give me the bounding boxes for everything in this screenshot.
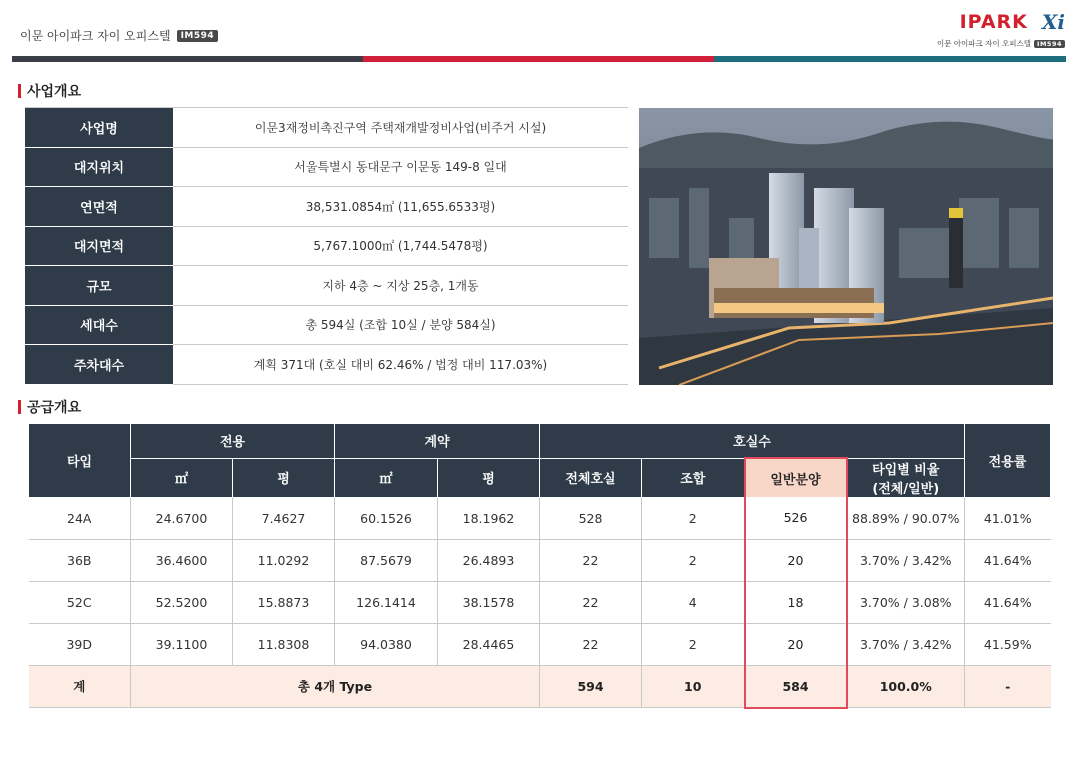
logo-tag: IM594 xyxy=(1034,40,1065,48)
total-cell-label: 계 xyxy=(29,665,131,708)
cell-type: 24A xyxy=(29,497,131,539)
cell-ex-py: 7.4627 xyxy=(233,497,335,539)
cell-union: 2 xyxy=(642,623,745,665)
cell-ct-py: 28.4465 xyxy=(438,623,540,665)
cell-ct-sqm: 126.1414 xyxy=(335,581,438,623)
overview-row xyxy=(25,305,628,345)
cell-use: 41.64% xyxy=(965,539,1051,581)
divider-bar-red xyxy=(363,56,714,62)
cell-ratio: 88.89% / 90.07% xyxy=(847,497,965,539)
page-header xyxy=(0,0,1077,56)
cell-use: 41.01% xyxy=(965,497,1051,539)
overview-value: 이문3재정비촉진구역 주택재개발정비사업(비주거 시설) xyxy=(173,108,628,148)
total-row xyxy=(29,665,1051,708)
header-type-ratio-label: 타입별 비율 xyxy=(872,462,940,478)
cell-ct-sqm: 94.0380 xyxy=(335,623,438,665)
header-exclusive: 전용 xyxy=(131,424,335,459)
cell-ratio: 3.70% / 3.42% xyxy=(847,539,965,581)
table-row xyxy=(29,497,1051,539)
overview-label: 연면적 xyxy=(25,187,173,227)
header-units: 호실수 xyxy=(540,424,965,459)
overview-label: 대지위치 xyxy=(25,147,173,187)
section-marker xyxy=(18,400,21,414)
overview-table xyxy=(25,107,628,385)
cell-ct-py: 18.1962 xyxy=(438,497,540,539)
overview-row xyxy=(25,147,628,187)
overview-row xyxy=(25,187,628,227)
divider-bar-teal xyxy=(714,56,1066,62)
header-ct-pyeong: 평 xyxy=(438,458,540,497)
cell-ex-sqm: 52.5200 xyxy=(131,581,233,623)
overview-row xyxy=(25,108,628,148)
header-ct-sqm: ㎡ xyxy=(335,458,438,497)
overview-value: 지하 4층 ~ 지상 25층, 1개동 xyxy=(173,266,628,306)
logo-subtitle: 이문 아이파크 자이 오피스텔 xyxy=(936,39,1032,48)
cell-general: 526 xyxy=(745,497,847,539)
total-cell-union: 10 xyxy=(642,665,745,708)
section-title-supply xyxy=(18,397,81,417)
header-ex-pyeong: 평 xyxy=(233,458,335,497)
section-marker xyxy=(18,84,21,98)
overview-value: 5,767.1000㎡ (1,744.5478평) xyxy=(173,226,628,266)
cell-type: 52C xyxy=(29,581,131,623)
section-title-text: 사업개요 xyxy=(27,84,82,100)
header-union: 조합 xyxy=(642,458,745,497)
cell-ct-py: 38.1578 xyxy=(438,581,540,623)
cell-general: 20 xyxy=(745,539,847,581)
building-rendering-image xyxy=(639,108,1053,385)
header-tag: IM594 xyxy=(177,30,219,42)
ipark-logo-text: IPARK xyxy=(959,11,1028,33)
cell-total: 22 xyxy=(540,581,642,623)
cell-ex-py: 15.8873 xyxy=(233,581,335,623)
cell-ex-sqm: 39.1100 xyxy=(131,623,233,665)
overview-value: 서울특별시 동대문구 이문동 149-8 일대 xyxy=(173,147,628,187)
cell-ct-py: 26.4893 xyxy=(438,539,540,581)
cell-union: 2 xyxy=(642,497,745,539)
overview-label: 세대수 xyxy=(25,305,173,345)
supply-table xyxy=(28,423,1051,709)
header-general: 일반분양 xyxy=(745,458,847,497)
overview-label: 사업명 xyxy=(25,108,173,148)
table-row xyxy=(29,623,1051,665)
header-type: 타입 xyxy=(29,424,131,498)
header-title: 이문 아이파크 자이 오피스텔 xyxy=(20,29,171,43)
header-use-ratio: 전용률 xyxy=(965,424,1051,498)
overview-row xyxy=(25,266,628,306)
cell-ratio: 3.70% / 3.08% xyxy=(847,581,965,623)
cell-type: 39D xyxy=(29,623,131,665)
overview-value: 계획 371대 (호실 대비 62.46% / 법정 대비 117.03%) xyxy=(173,345,628,385)
total-cell-ratio: 100.0% xyxy=(847,665,965,708)
overview-label: 주차대수 xyxy=(25,345,173,385)
section-title-text: 공급개요 xyxy=(27,400,82,416)
table-row xyxy=(29,539,1051,581)
total-cell-types: 총 4개 Type xyxy=(131,665,540,708)
cell-ct-sqm: 60.1526 xyxy=(335,497,438,539)
cell-ex-sqm: 36.4600 xyxy=(131,539,233,581)
overview-value: 38,531.0854㎡ (11,655.6533평) xyxy=(173,187,628,227)
xi-logo-text: Xi xyxy=(1041,10,1065,34)
table-row xyxy=(29,581,1051,623)
header-total-units: 전체호실 xyxy=(540,458,642,497)
cell-type: 36B xyxy=(29,539,131,581)
header-title-group xyxy=(20,27,218,44)
total-cell-use: - xyxy=(965,665,1051,708)
overview-label: 대지면적 xyxy=(25,226,173,266)
overview-row xyxy=(25,345,628,385)
cell-ex-py: 11.0292 xyxy=(233,539,335,581)
cell-general: 20 xyxy=(745,623,847,665)
section-title-overview xyxy=(18,81,81,101)
cell-general: 18 xyxy=(745,581,847,623)
total-cell-total: 594 xyxy=(540,665,642,708)
overview-label: 규모 xyxy=(25,266,173,306)
header-type-ratio-sub: (전체/일반) xyxy=(872,481,940,497)
cell-total: 22 xyxy=(540,539,642,581)
cell-use: 41.59% xyxy=(965,623,1051,665)
cell-union: 4 xyxy=(642,581,745,623)
cell-union: 2 xyxy=(642,539,745,581)
total-cell-general: 584 xyxy=(745,665,847,708)
cell-ct-sqm: 87.5679 xyxy=(335,539,438,581)
cell-use: 41.64% xyxy=(965,581,1051,623)
cell-total: 528 xyxy=(540,497,642,539)
cell-ex-py: 11.8308 xyxy=(233,623,335,665)
cell-total: 22 xyxy=(540,623,642,665)
brand-logo xyxy=(925,10,1065,52)
cell-ex-sqm: 24.6700 xyxy=(131,497,233,539)
header-type-ratio xyxy=(847,458,965,497)
header-ex-sqm: ㎡ xyxy=(131,458,233,497)
divider-bar-dark xyxy=(12,56,363,62)
overview-row xyxy=(25,226,628,266)
overview-value: 총 594실 (조합 10실 / 분양 584실) xyxy=(173,305,628,345)
header-contract: 계약 xyxy=(335,424,540,459)
cell-ratio: 3.70% / 3.42% xyxy=(847,623,965,665)
